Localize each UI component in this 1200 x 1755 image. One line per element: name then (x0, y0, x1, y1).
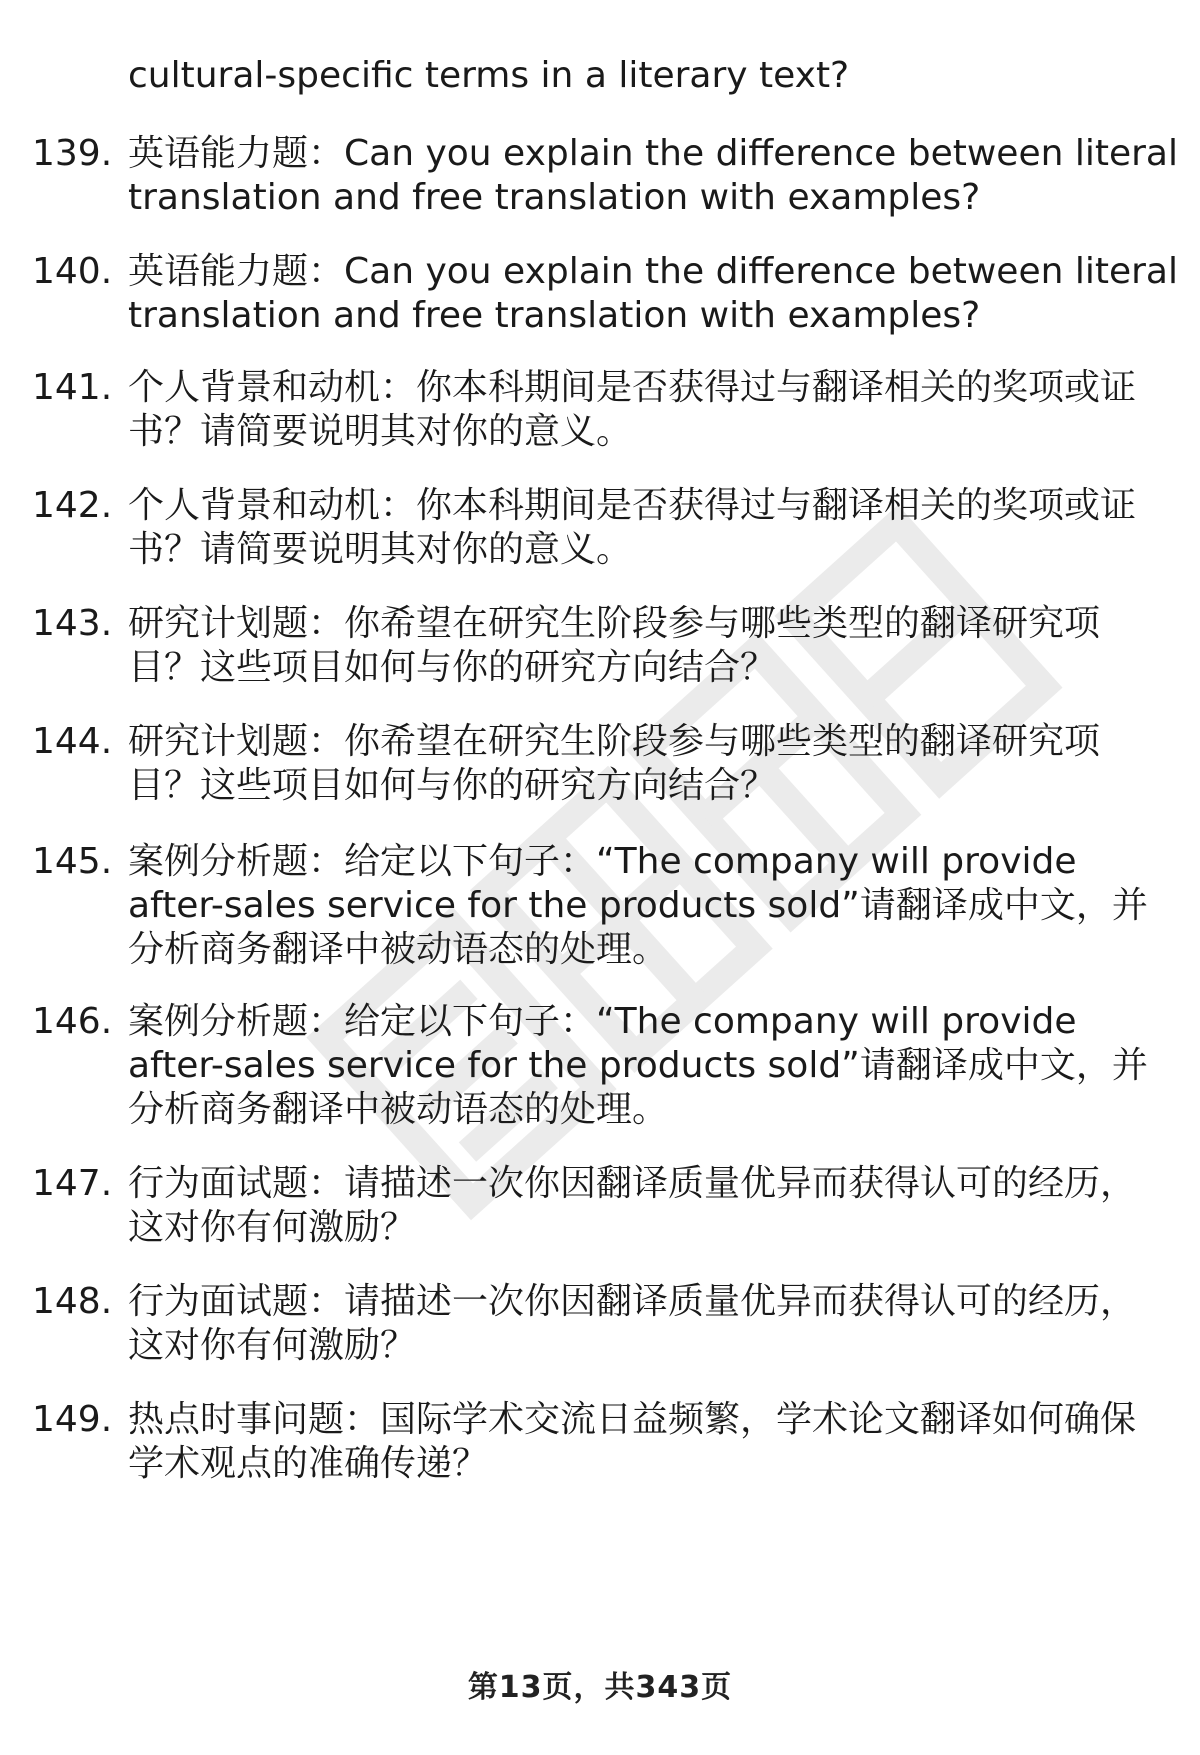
question-number: 145. (32, 841, 113, 882)
question-number: 140. (32, 251, 113, 292)
question-text-line: 目？这些项目如何与你的研究方向结合？ (128, 647, 777, 688)
question-text-line: translation and free translation with examples? (128, 295, 981, 336)
question-number: 142. (32, 485, 113, 526)
question-text-line: 书？请简要说明其对你的意义。 (128, 411, 633, 452)
question-text-line: 目？这些项目如何与你的研究方向结合？ (128, 765, 777, 806)
question-text-line: 研究计划题：你希望在研究生阶段参与哪些类型的翻译研究项 (128, 721, 1101, 762)
question-number: 139. (32, 133, 113, 174)
question-text-line: 英语能力题：Can you explain the difference between literal (128, 133, 1178, 174)
question-number: 144. (32, 721, 113, 762)
question-text-line: 分析商务翻译中被动语态的处理。 (128, 1089, 669, 1130)
question-number: 147. (32, 1163, 113, 1204)
question-text-line: 行为面试题：请描述一次你因翻译质量优异而获得认可的经历， (128, 1281, 1137, 1322)
question-text-line: 个人背景和动机：你本科期间是否获得过与翻译相关的奖项或证 (128, 485, 1137, 526)
question-number: 141. (32, 367, 113, 408)
question-text-line: 这对你有何激励？ (128, 1207, 417, 1248)
question-number: 143. (32, 603, 113, 644)
question-text-line: 个人背景和动机：你本科期间是否获得过与翻译相关的奖项或证 (128, 367, 1137, 408)
question-text-line: 研究计划题：你希望在研究生阶段参与哪些类型的翻译研究项 (128, 603, 1101, 644)
question-text-line: 书？请简要说明其对你的意义。 (128, 529, 633, 570)
question-text-line: 案例分析题：给定以下句子：“The company will provide (128, 841, 1077, 882)
question-text-line: 分析商务翻译中被动语态的处理。 (128, 929, 669, 970)
question-text-line: 英语能力题：Can you explain the difference between literal (128, 251, 1178, 292)
question-number: 149. (32, 1399, 113, 1440)
question-text-line: cultural-specific terms in a literary text? (128, 55, 850, 96)
question-text-line: 案例分析题：给定以下句子：“The company will provide (128, 1001, 1077, 1042)
question-text-line: 行为面试题：请描述一次你因翻译质量优异而获得认可的经历， (128, 1163, 1137, 1204)
question-number: 148. (32, 1281, 113, 1322)
page-number-footer: 第13页，共343页 (467, 1670, 733, 1705)
question-text-line: 热点时事问题：国际学术交流日益频繁，学术论文翻译如何确保 (128, 1399, 1137, 1440)
question-text-line: after-sales service for the products sold”请翻译成中文，并 (128, 885, 1148, 926)
question-text-line: translation and free translation with examples? (128, 177, 981, 218)
question-text-line: after-sales service for the products sold”请翻译成中文，并 (128, 1045, 1148, 1086)
question-text-line: 这对你有何激励？ (128, 1325, 417, 1366)
question-text-line: 学术观点的准确传递？ (128, 1443, 489, 1484)
question-number: 146. (32, 1001, 113, 1042)
